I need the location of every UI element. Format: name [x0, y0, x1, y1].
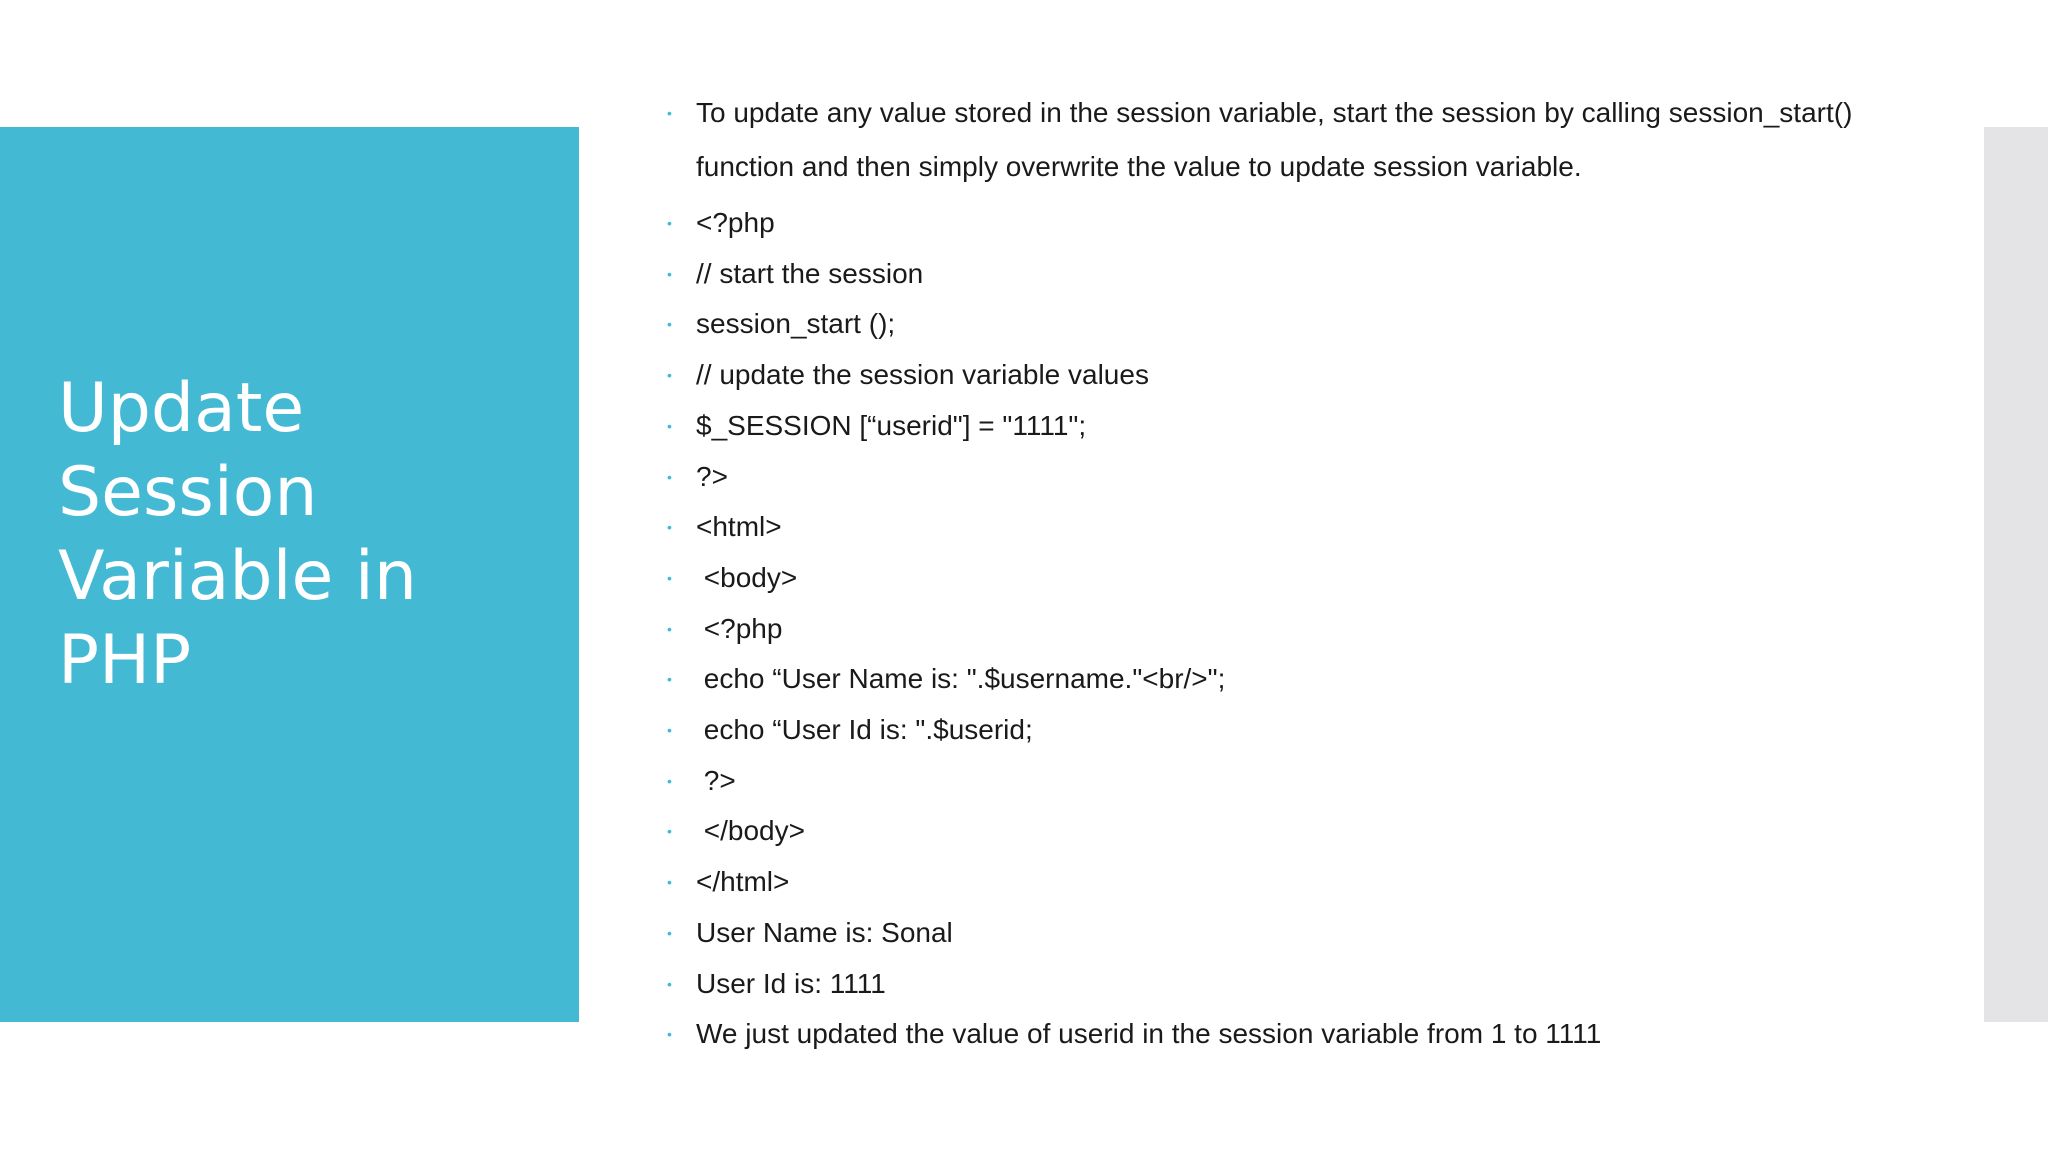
bullet-item [662, 401, 1942, 452]
bullet-text: ?> [696, 460, 728, 492]
bullet-text: ?> [696, 764, 736, 796]
bullet-icon: • [667, 772, 672, 789]
title-line-2: Session [58, 453, 318, 532]
bullet-icon: • [667, 417, 672, 434]
bullet-item [662, 86, 1942, 194]
bullet-item [662, 502, 1942, 553]
bullet-text: We just updated the value of userid in the session variable from 1 to 1111 [696, 1018, 1602, 1050]
bullet-icon: • [667, 924, 672, 941]
bullet-icon: • [667, 569, 672, 586]
title-line-1: Update [58, 369, 305, 448]
bullet-text: echo “User Name is: ".$username."<br/>"; [696, 663, 1226, 695]
bullet-text: <?php [696, 612, 783, 644]
bullet-text: <?php [696, 207, 775, 238]
bullet-text: // start the session [696, 257, 924, 289]
bullet-text: User Name is: Sonal [696, 916, 953, 948]
bullet-item [662, 705, 1942, 756]
bullet-text: // update the session variable values [696, 359, 1149, 391]
bullet-icon: • [667, 265, 672, 282]
bullet-icon: • [667, 722, 672, 739]
bullet-item [662, 249, 1942, 300]
bullet-icon: • [667, 671, 672, 688]
bullet-text: </html> [696, 866, 790, 898]
bullet-icon: • [667, 620, 672, 637]
bullet-text: $_SESSION [“userid"] = "1111"; [696, 409, 1087, 441]
bullet-icon: • [667, 823, 672, 840]
slide-title [58, 367, 558, 703]
bullet-item [662, 1009, 1942, 1060]
bullet-item [662, 806, 1942, 857]
bullet-icon: • [667, 367, 672, 384]
bullet-text: session_start (); [696, 308, 896, 340]
bullet-item [662, 604, 1942, 655]
bullet-item [662, 553, 1942, 604]
bullet-icon: • [667, 1026, 672, 1043]
bullet-icon: • [667, 316, 672, 333]
bullet-icon: • [667, 105, 672, 121]
bullet-item [662, 756, 1942, 807]
bullet-text: <html> [696, 511, 782, 543]
bullet-icon: • [667, 468, 672, 485]
bullet-list [662, 86, 1942, 1060]
bullet-item [662, 654, 1942, 705]
bullet-item [662, 452, 1942, 503]
bullet-icon: • [667, 519, 672, 536]
bullet-item [662, 959, 1942, 1010]
title-line-3: Variable in [58, 537, 417, 616]
right-edge-strip [1984, 127, 2048, 1022]
bullet-item [662, 857, 1942, 908]
bullet-text: User Id is: 1111 [696, 967, 886, 999]
bullet-item [662, 299, 1942, 350]
bullet-text: <body> [696, 561, 798, 593]
bullet-text: </body> [696, 815, 805, 847]
bullet-item [662, 908, 1942, 959]
bullet-icon: • [667, 874, 672, 891]
bullet-item [662, 350, 1942, 401]
bullet-icon: • [667, 215, 672, 231]
bullet-text: To update any value stored in the session variable, start the session by calling session_start() function and then simply overwrite the value to update session variable. [696, 97, 1853, 182]
bullet-item [662, 198, 1942, 249]
bullet-text: echo “User Id is: ".$userid; [696, 714, 1033, 746]
bullet-icon: • [667, 975, 672, 992]
title-line-4: PHP [58, 621, 192, 700]
